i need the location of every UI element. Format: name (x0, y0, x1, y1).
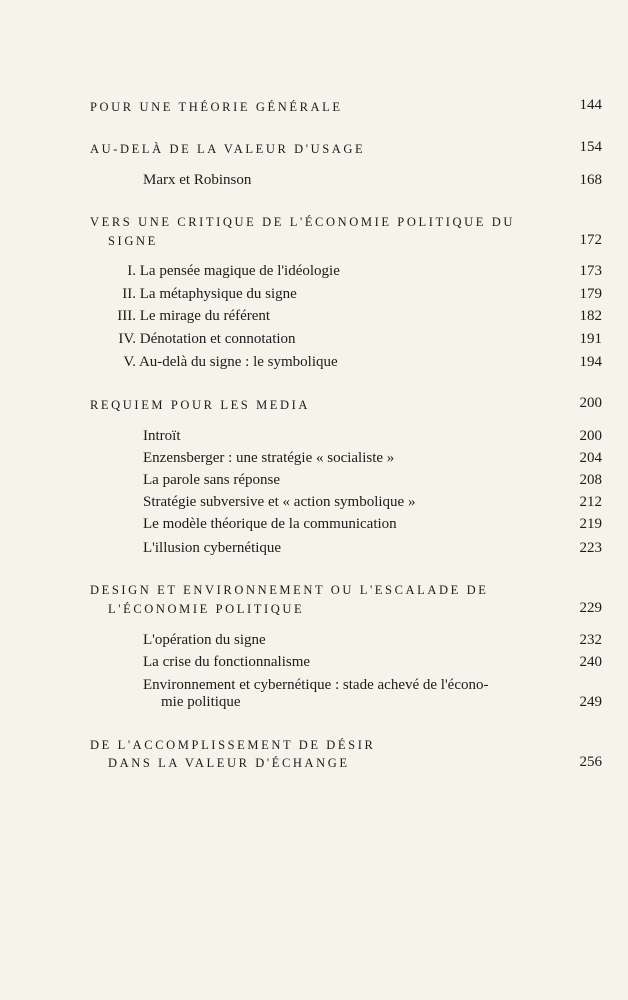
section-page: 200 (579, 395, 602, 411)
toc-item-page: 182 (579, 308, 602, 324)
toc-item-label-line1: Environnement et cybernétique : stade achevé de l'écono- (143, 677, 489, 693)
toc-item-page: 168 (579, 172, 602, 188)
toc-item-label: La métaphysique du signe (139, 286, 297, 302)
roman-numeral: I. (127, 263, 136, 279)
toc-item (106, 331, 296, 348)
toc-item-page: 204 (579, 450, 602, 466)
toc-item-page: 179 (579, 286, 602, 302)
section-page: 154 (579, 139, 602, 155)
toc-item-label: Dénotation et connotation (139, 331, 296, 347)
roman-numeral: V. (123, 354, 136, 370)
toc-item-page: 232 (579, 632, 602, 648)
toc-item-label-line2: mie politique (161, 694, 241, 710)
toc-item-page: 173 (579, 263, 602, 279)
toc-item-page: 191 (579, 331, 602, 347)
toc-item-label: L'opération du signe (143, 632, 266, 648)
section-title-line1: VERS UNE CRITIQUE DE L'ÉCONOMIE POLITIQUE DU (90, 215, 515, 229)
toc-item (106, 263, 340, 280)
toc-item-page: 223 (579, 540, 602, 556)
toc-item-label: Introït (143, 428, 181, 444)
toc-item-label: Au-delà du signe : le symbolique (138, 354, 338, 370)
toc-item-page: 200 (579, 428, 602, 444)
section-title: AU-DELÀ DE LA VALEUR D'USAGE (90, 142, 366, 156)
toc-item-label: La parole sans réponse (143, 472, 281, 488)
section-title-line1: DE L'ACCOMPLISSEMENT DE DÉSIR (90, 738, 376, 752)
roman-numeral: IV. (118, 331, 136, 347)
toc-item-page: 194 (579, 354, 602, 370)
section-title-line1: DESIGN ET ENVIRONNEMENT OU L'ESCALADE DE (90, 583, 489, 597)
roman-numeral: III. (117, 308, 136, 324)
toc-item-page: 219 (579, 516, 602, 532)
section-title-line2: L'ÉCONOMIE POLITIQUE (108, 602, 305, 616)
toc-item (106, 354, 338, 371)
toc-item-label: Stratégie subversive et « action symbolique » (143, 494, 416, 510)
section-title-line2: SIGNE (108, 234, 158, 248)
toc-item-label: La crise du fonctionnalisme (143, 654, 311, 670)
toc-item-label: Le modèle théorique de la communication (143, 516, 397, 532)
toc-item-page: 208 (579, 472, 602, 488)
section-page: 256 (579, 754, 602, 770)
section-title: POUR UNE THÉORIE GÉNÉRALE (90, 100, 343, 114)
toc-item-label: La pensée magique de l'idéologie (139, 263, 340, 279)
section-page: 172 (579, 232, 602, 248)
section-page: 144 (579, 97, 602, 113)
toc-item (106, 286, 297, 303)
toc-item-label: Le mirage du référent (139, 308, 271, 324)
toc-item-page: 249 (579, 694, 602, 710)
toc-item-label: Enzensberger : une stratégie « socialiste » (143, 450, 395, 466)
roman-numeral: II. (122, 286, 136, 302)
section-title: REQUIEM POUR LES MEDIA (90, 398, 311, 412)
toc-item-label: L'illusion cybernétique (143, 540, 282, 556)
section-page: 229 (579, 600, 602, 616)
section-title-line2: DANS LA VALEUR D'ÉCHANGE (108, 756, 350, 770)
toc-item (106, 308, 270, 325)
toc-item-page: 212 (579, 494, 602, 510)
toc-item-page: 240 (579, 654, 602, 670)
toc-item-label: Marx et Robinson (143, 172, 252, 188)
